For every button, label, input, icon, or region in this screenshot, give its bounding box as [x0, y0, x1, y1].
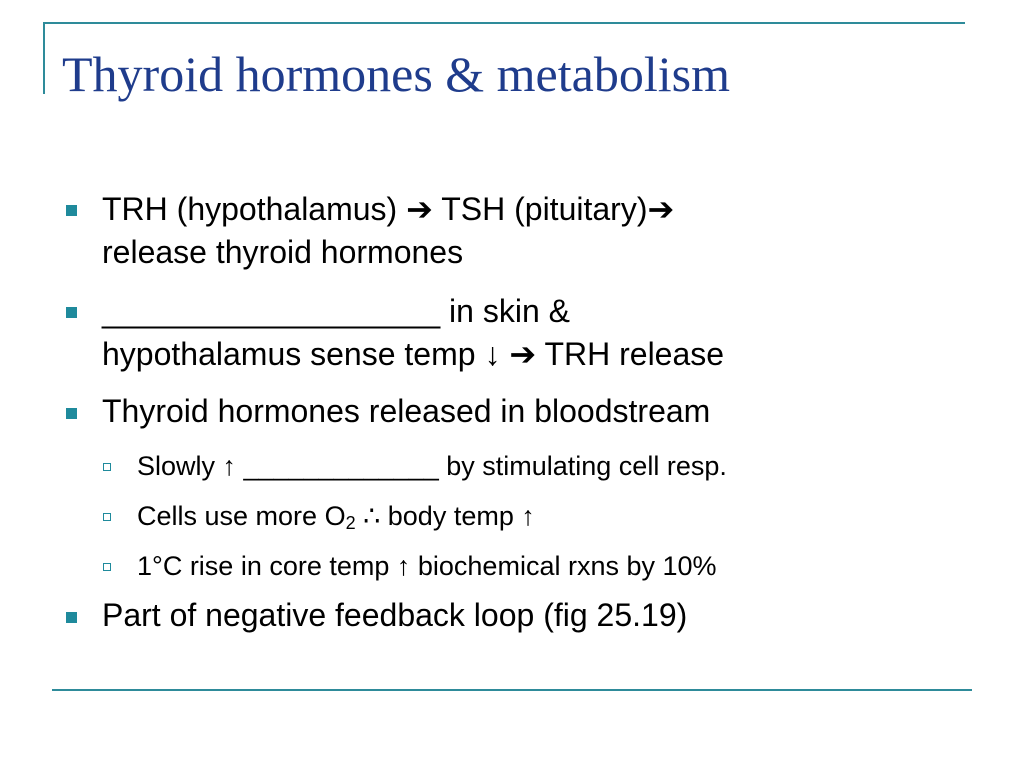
- sub-bullet-2-text-end: ∴ body temp ↑: [355, 501, 535, 531]
- bullet-square-icon: [66, 408, 77, 419]
- slide-title: Thyroid hormones & metabolism: [62, 46, 730, 102]
- sub-bullet-hollow-square-icon: [103, 513, 111, 521]
- sub-bullet-2-text: Cells use more O: [137, 501, 346, 531]
- bullet-3-line-1: Thyroid hormones released in bloodstream: [102, 393, 711, 429]
- sub-bullet-hollow-square-icon: [103, 563, 111, 571]
- sub-bullet-hollow-square-icon: [103, 463, 111, 471]
- bullet-2-line-1: ___________________ in skin &: [102, 293, 570, 329]
- bullet-4-line-1: Part of negative feedback loop (fig 25.19): [102, 597, 688, 633]
- sub-bullet-3: 1°C rise in core temp ↑ biochemical rxns by 10%: [137, 551, 717, 581]
- bullet-1-line-1: TRH (hypothalamus) ➔ TSH (pituitary)➔: [102, 191, 675, 227]
- bullet-1-line-2: release thyroid hormones: [102, 234, 464, 270]
- sub-bullet-2: [137, 500, 535, 532]
- subscript-2: 2: [345, 513, 356, 533]
- sub-bullet-1: Slowly ↑ _____________ by stimulating cell resp.: [137, 451, 727, 481]
- bullet-square-icon: [66, 612, 77, 623]
- bullet-square-icon: [66, 205, 77, 216]
- bullet-2-line-2: hypothalamus sense temp ↓ ➔ TRH release: [102, 336, 725, 372]
- bullet-square-icon: [66, 307, 77, 318]
